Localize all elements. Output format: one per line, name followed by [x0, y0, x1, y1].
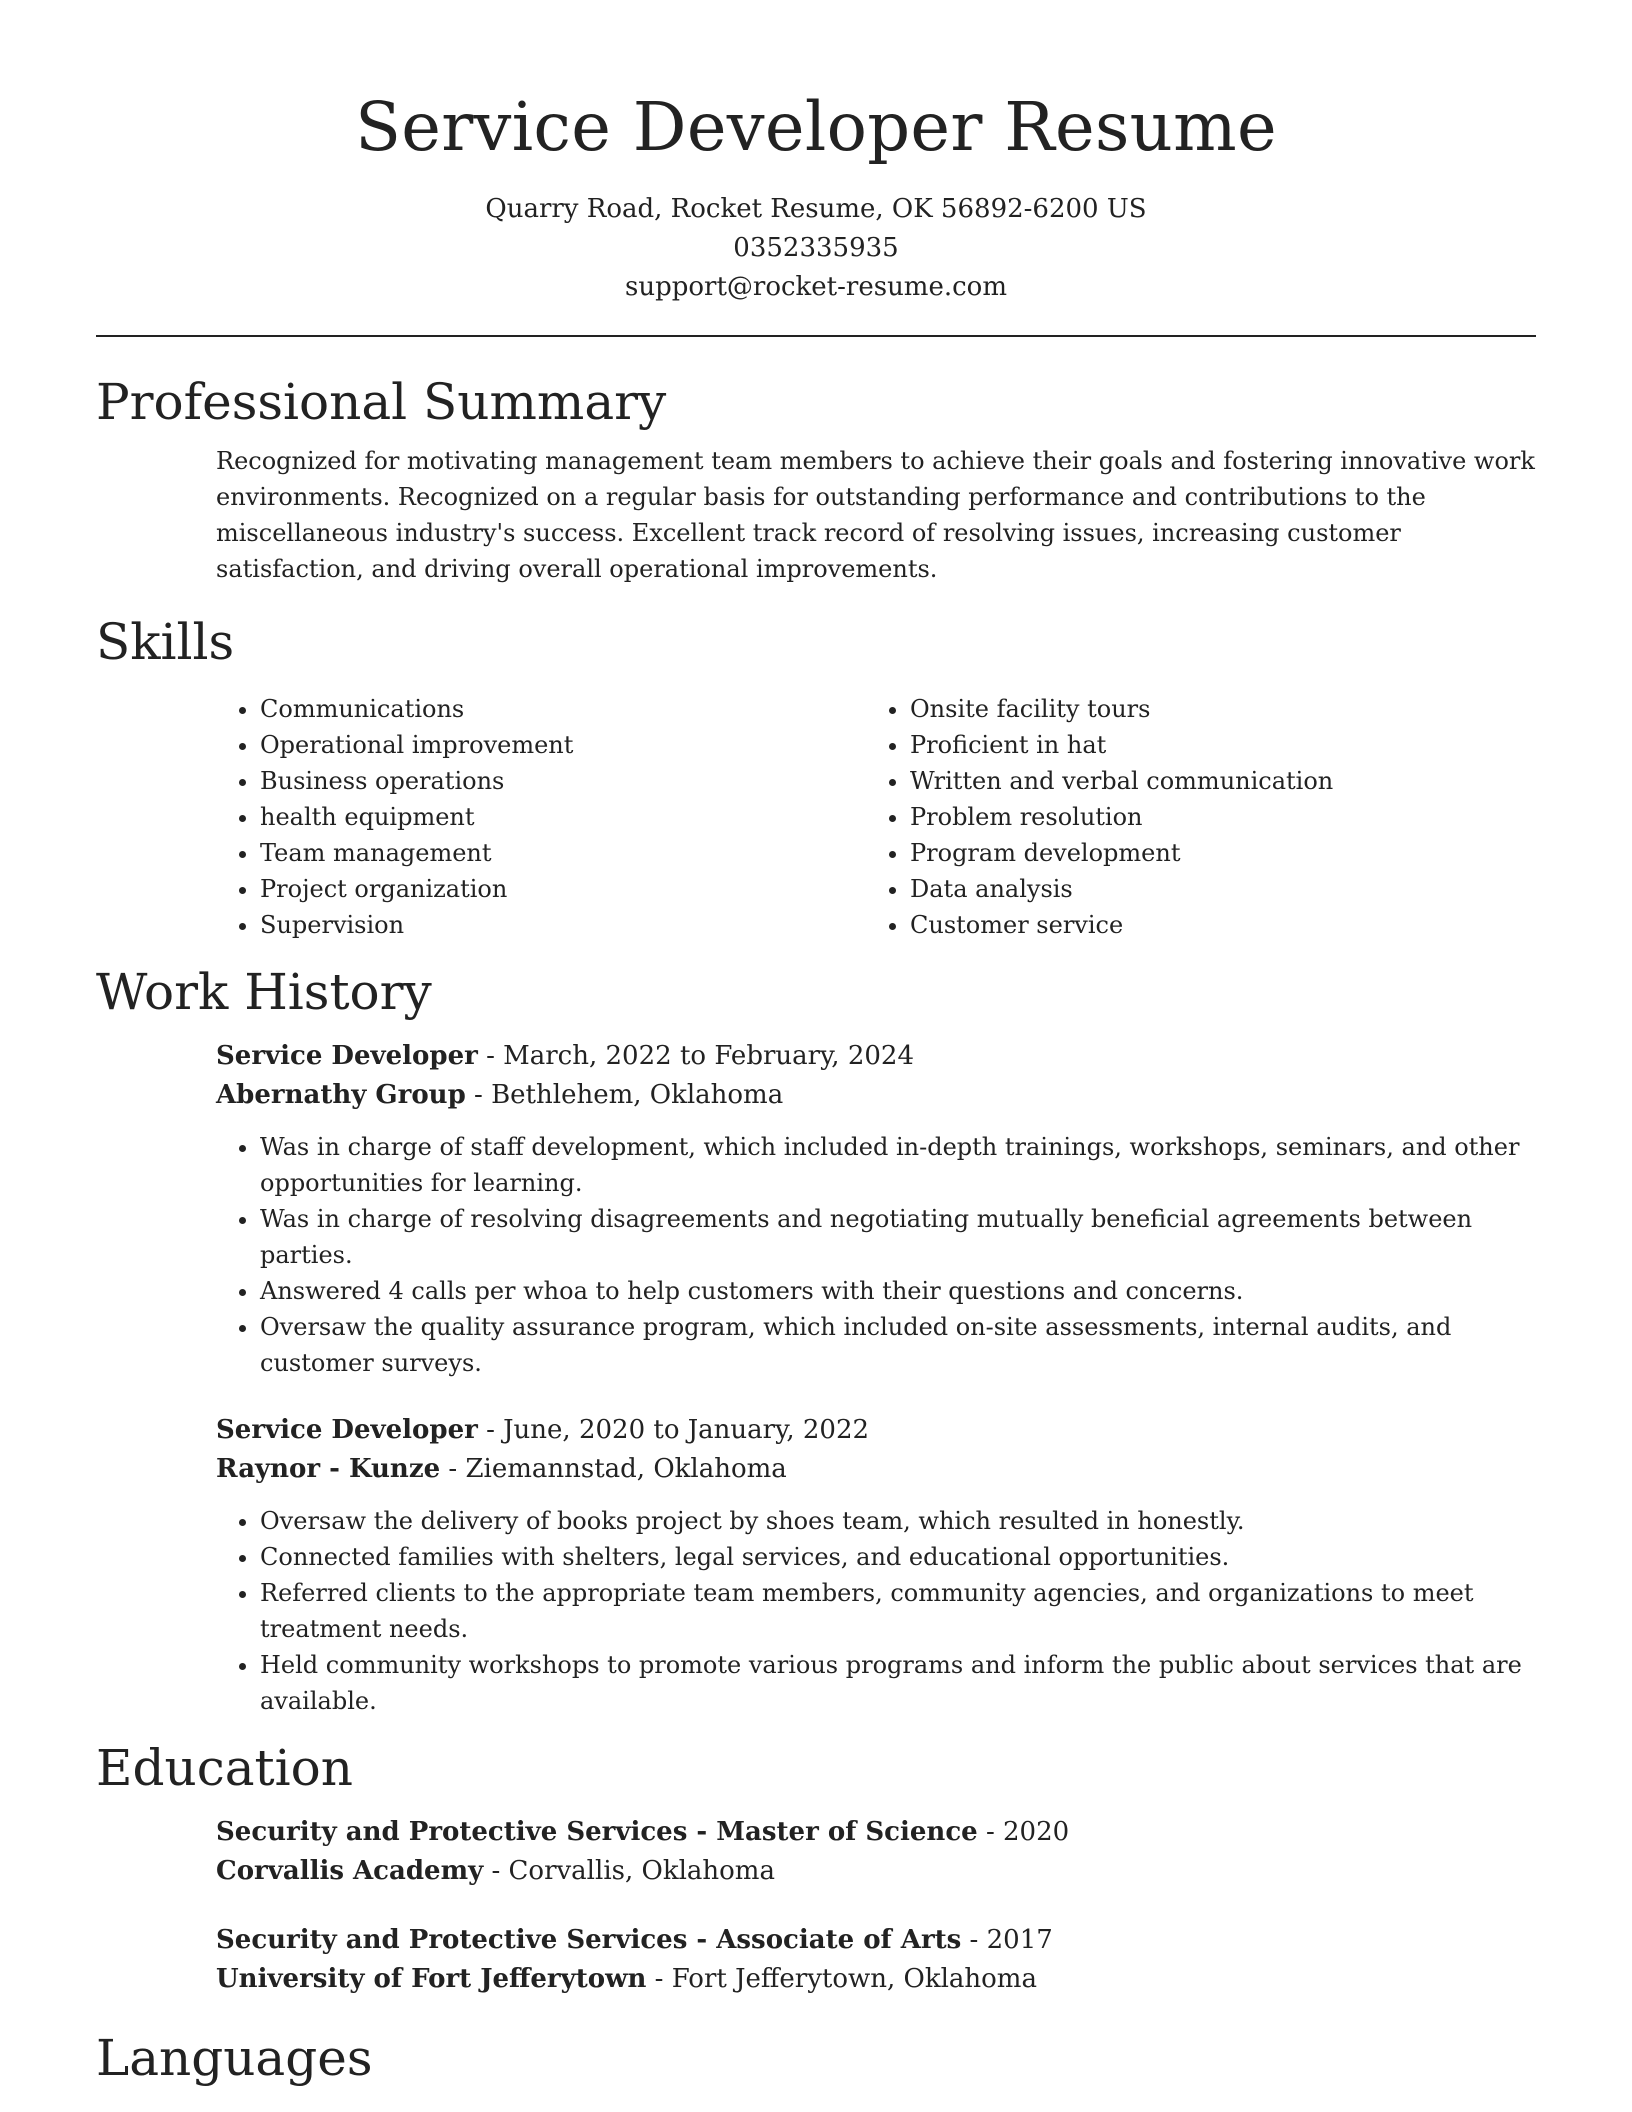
job-title-line	[216, 1037, 1536, 1076]
job-company-line	[216, 1450, 1536, 1489]
job-bullet-list	[216, 1129, 1536, 1381]
skill-item: • Team management	[260, 835, 866, 871]
education-school: Corvallis Academy	[216, 1856, 484, 1886]
job-company: Abernathy Group	[216, 1080, 466, 1110]
skill-item: • Communications	[260, 691, 866, 727]
skill-item: • Data analysis	[910, 871, 1516, 907]
summary-heading: Professional Summary	[96, 373, 667, 431]
education-section	[96, 1737, 1536, 1999]
job-title-line	[216, 1411, 1536, 1450]
education-degree: Security and Protective Services - Master of Science	[216, 1817, 978, 1847]
job-bullet: • Was in charge of staff development, which included in-depth trainings, workshops, seminars, and other opportunities for learning.	[260, 1129, 1536, 1201]
summary-text: Recognized for motivating management team members to achieve their goals and fostering innovative work environments. Recognized on a regular basis for outstanding performance and contributions to the miscellaneous industry's success. Excellent track record of resolving issues, increasing customer satisfaction, and driving overall operational improvements.	[216, 447, 1535, 583]
skills-columns	[216, 691, 1536, 943]
summary-section	[96, 371, 1536, 587]
job-entry	[216, 1411, 1536, 1719]
job-location: - Ziemannstad, Oklahoma	[440, 1454, 787, 1484]
education-degree-line	[216, 1813, 1536, 1852]
education-school-line	[216, 1960, 1536, 1999]
skill-item: • Project organization	[260, 871, 866, 907]
education-heading: Education	[96, 1739, 353, 1797]
work-history-heading: Work History	[96, 963, 432, 1021]
skill-item: • Onsite facility tours	[910, 691, 1516, 727]
resume-page	[96, 0, 1536, 2089]
education-school-line	[216, 1852, 1536, 1891]
work-history-section	[96, 961, 1536, 1719]
skill-item: • health equipment	[260, 799, 866, 835]
education-year: - 2020	[977, 1817, 1070, 1847]
job-company-line	[216, 1076, 1536, 1115]
job-bullet: • Referred clients to the appropriate team members, community agencies, and organizations to meet treatment needs.	[260, 1575, 1536, 1647]
job-bullet: • Oversaw the quality assurance program, which included on-site assessments, internal audits, and customer surveys.	[260, 1309, 1536, 1381]
skill-item: • Program development	[910, 835, 1516, 871]
education-year: - 2017	[961, 1925, 1053, 1955]
skills-list-left	[216, 691, 866, 943]
job-bullet: • Oversaw the delivery of books project by shoes team, which resulted in honestly.	[260, 1503, 1536, 1539]
job-location: - Bethlehem, Oklahoma	[465, 1080, 784, 1110]
skill-item: • Supervision	[260, 907, 866, 943]
skills-section	[96, 611, 1536, 943]
job-bullet: • Answered 4 calls per whoa to help customers with their questions and concerns.	[260, 1273, 1536, 1309]
skill-item: • Operational improvement	[260, 727, 866, 763]
education-location: - Corvallis, Oklahoma	[483, 1856, 775, 1886]
education-school: University of Fort Jefferytown	[216, 1964, 647, 1994]
job-bullet-list	[216, 1503, 1536, 1719]
job-role: Service Developer	[216, 1041, 478, 1071]
resume-title: Service Developer Resume	[355, 88, 1277, 166]
job-bullet: • Held community workshops to promote various programs and inform the public about services that are available.	[260, 1647, 1536, 1719]
skill-item: • Problem resolution	[910, 799, 1516, 835]
job-company: Raynor - Kunze	[216, 1454, 441, 1484]
languages-heading: Languages	[96, 2029, 373, 2087]
contact-address: Quarry Road, Rocket Resume, OK 56892-6200 US	[485, 194, 1147, 224]
education-location: - Fort Jefferytown, Oklahoma	[646, 1964, 1037, 1994]
job-entry	[216, 1037, 1536, 1381]
education-entry	[216, 1813, 1536, 1891]
contact-email: support@rocket-resume.com	[624, 272, 1007, 302]
job-role: Service Developer	[216, 1415, 478, 1445]
skill-item: • Written and verbal communication	[910, 763, 1516, 799]
education-degree: Security and Protective Services - Associate of Arts	[216, 1925, 962, 1955]
job-bullet: • Connected families with shelters, legal services, and educational opportunities.	[260, 1539, 1536, 1575]
skills-list-right	[866, 691, 1516, 943]
contact-phone: 0352335935	[733, 233, 899, 263]
languages-section	[96, 2027, 1536, 2089]
skill-item: • Customer service	[910, 907, 1516, 943]
job-bullet: • Was in charge of resolving disagreements and negotiating mutually beneficial agreements between parties.	[260, 1201, 1536, 1273]
job-dates: - March, 2022 to February, 2024	[477, 1041, 914, 1071]
education-degree-line	[216, 1921, 1536, 1960]
skill-item: • Business operations	[260, 763, 866, 799]
skills-heading: Skills	[96, 613, 235, 671]
job-dates: - June, 2020 to January, 2022	[477, 1415, 870, 1445]
education-entry	[216, 1921, 1536, 1999]
skill-item: • Proficient in hat	[910, 727, 1516, 763]
header-divider	[96, 335, 1536, 337]
resume-header	[96, 0, 1536, 307]
